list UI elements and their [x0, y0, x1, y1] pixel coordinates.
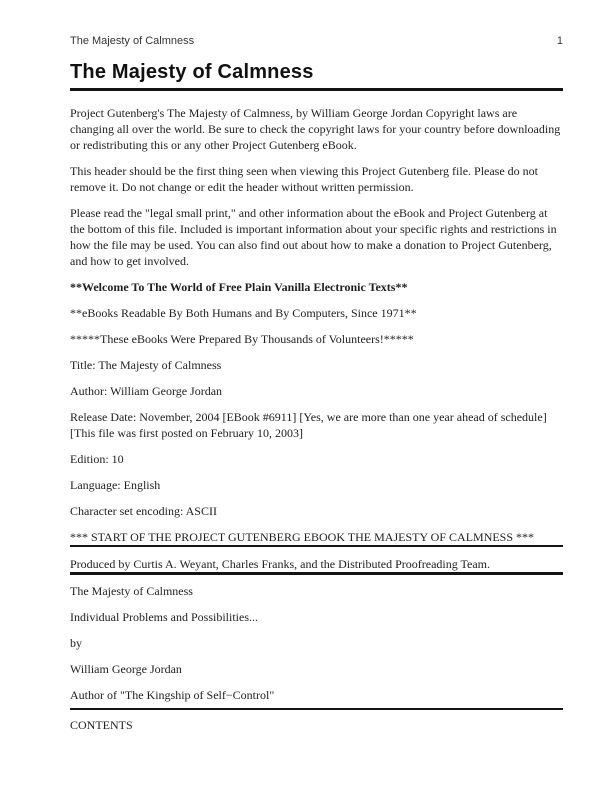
- running-header-title: The Majesty of Calmness: [70, 35, 195, 47]
- intro-paragraph: Please read the "legal small print," and other information about the eBook and Project Gutenberg at the bottom of this file. Included is important information about your specific rights and restrictions in how the file may be used. You can also find out about how to make a donation to Project Gutenberg, and how to get involved.: [70, 205, 557, 268]
- credits-line: Produced by Curtis A. Weyant, Charles Franks, and the Distributed Proofreading Team.: [70, 557, 491, 571]
- running-header: [70, 35, 563, 47]
- page-number: 1: [556, 35, 563, 47]
- book-subtitle: Individual Problems and Possibilities...: [70, 609, 258, 624]
- page-title: The Majesty of Calmness: [70, 61, 314, 83]
- book-title: The Majesty of Calmness: [70, 583, 193, 598]
- title-block: [70, 583, 563, 703]
- metadata-line-title: Title: The Majesty of Calmness: [70, 357, 222, 372]
- metadata-line-encoding: Character set encoding: ASCII: [70, 503, 217, 518]
- credits-rule: [70, 572, 563, 575]
- title-rule: [70, 88, 563, 91]
- metadata-line-author: Author: William George Jordan: [70, 383, 223, 398]
- intro-paragraph: This header should be the first thing seen when viewing this Project Gutenberg file. Please do not remove it. Do not change or edit the header without written permission.: [70, 163, 539, 194]
- start-rule: [70, 545, 563, 548]
- author-credit: Author of "The Kingship of Self−Control": [70, 687, 275, 702]
- author-name: William George Jordan: [70, 661, 182, 676]
- start-marker: *** START OF THE PROJECT GUTENBERG EBOOK THE MAJESTY OF CALMNESS ***: [70, 529, 535, 544]
- metadata-line-edition: Edition: 10: [70, 451, 124, 466]
- contents-rule: [70, 708, 563, 711]
- by-line: by: [70, 635, 82, 650]
- contents-heading: CONTENTS: [70, 718, 133, 732]
- document-body: [70, 105, 563, 734]
- slogan-line: **eBooks Readable By Both Humans and By Computers, Since 1971**: [70, 305, 417, 320]
- metadata-line-language: Language: English: [70, 477, 161, 492]
- welcome-line: **Welcome To The World of Free Plain Vanilla Electronic Texts**: [70, 279, 408, 294]
- slogan-line: *****These eBooks Were Prepared By Thousands of Volunteers!*****: [70, 331, 414, 346]
- intro-paragraph: Project Gutenberg's The Majesty of Calmness, by William George Jordan Copyright laws are changing all over the world. Be sure to check the copyright laws for your country before downloading or redistributing this or any other Project Gutenberg eBook.: [70, 105, 561, 152]
- metadata-line-release-date: Release Date: November, 2004 [EBook #6911] [Yes, we are more than one year ahead of schedule] [This file was first posted on February 10, 2003]: [70, 409, 547, 440]
